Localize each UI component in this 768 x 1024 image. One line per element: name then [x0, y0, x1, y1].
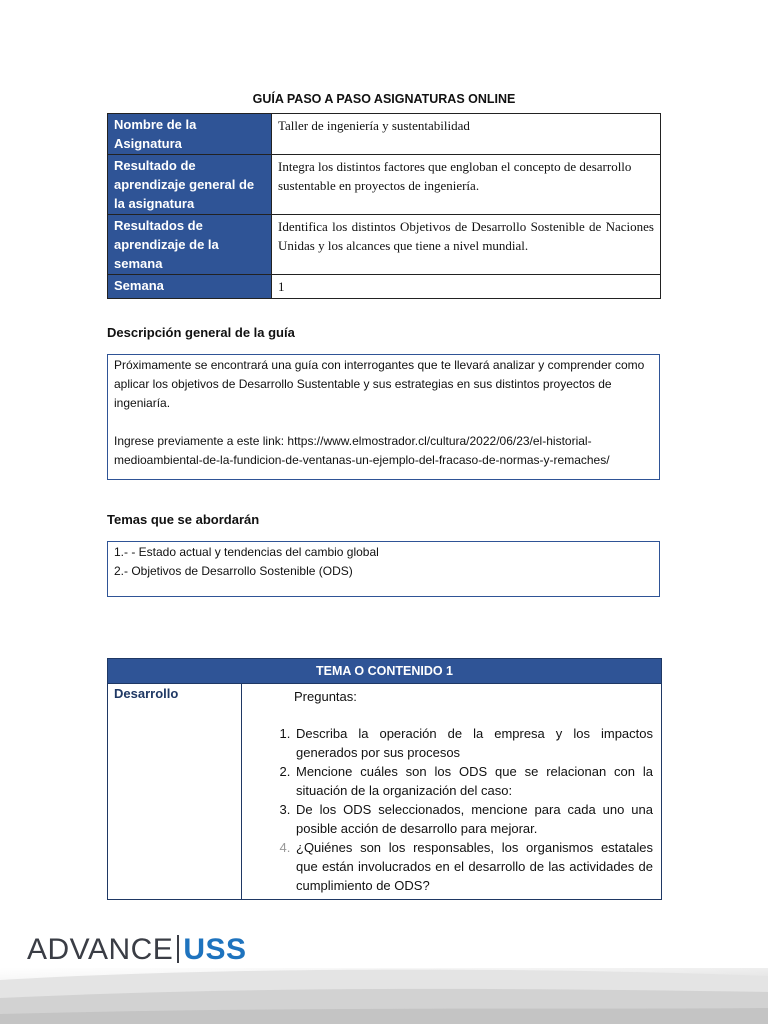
topics-heading: Temas que se abordarán [107, 512, 260, 527]
week-value: 1 [272, 275, 661, 299]
subject-name-value: Taller de ingeniería y sustentabilidad [272, 114, 661, 155]
table-row [108, 114, 661, 155]
table-row [108, 275, 661, 299]
list-item: 3. De los ODS seleccionados, mencione para cada uno una posible acción de desarrollo para mejorar. [294, 800, 653, 838]
development-content [242, 684, 662, 900]
description-box [107, 354, 660, 480]
logo-advance-text: ADVANCE [27, 933, 174, 966]
list-item: 4. ¿Quiénes son los responsables, los organismos estatales que están involucrados en el desarrollo de las actividades de cumplimiento de ODS? [294, 838, 653, 895]
general-outcome-value: Integra los distintos factores que engloban el concepto de desarrollo sustentable en proyectos de ingeniería. [272, 155, 661, 215]
weekly-outcome-label: Resultados de aprendizaje de la semana [108, 215, 272, 275]
list-item: 1. Describa la operación de la empresa y los impactos generados por sus procesos [294, 724, 653, 762]
description-paragraph: Próximamente se encontrará una guía con interrogantes que te llevará analizar y comprender como aplicar los objetivos de Desarrollo Sustentable y sus estrategias en sus distintos proyectos de ingeniaría. [114, 358, 645, 410]
table-row [108, 155, 661, 215]
weekly-outcome-value: Identifica los distintos Objetivos de Desarrollo Sostenible de Naciones Unidas y los alcances que tiene a nivel mundial. [272, 215, 661, 275]
tema-table [107, 658, 662, 900]
development-label: Desarrollo [108, 684, 242, 900]
description-heading: Descripción general de la guía [107, 325, 295, 340]
questions-list [242, 724, 653, 895]
topics-box [107, 541, 660, 597]
table-row [108, 215, 661, 275]
page-title: GUÍA PASO A PASO ASIGNATURAS ONLINE [252, 92, 516, 106]
description-link-paragraph[interactable]: Ingrese previamente a este link: https://www.elmostrador.cl/cultura/2022/06/23/el-historial-medioambiental-de-la-fundicion-de-ventanas-un-ejemplo-del-fracaso-de-normas-y-remaches/ [114, 434, 610, 467]
course-info-table [107, 113, 661, 299]
list-item: 2.- Objetivos de Desarrollo Sostenible (ODS) [114, 564, 353, 578]
logo-uss-text: USS [183, 933, 247, 966]
general-outcome-label: Resultado de aprendizaje general de la asignatura [108, 155, 272, 215]
list-item: 2. Mencione cuáles son los ODS que se relacionan con la situación de la organización del caso: [294, 762, 653, 800]
questions-title: Preguntas: [294, 689, 357, 704]
list-item: 1.- - Estado actual y tendencias del cambio global [114, 545, 379, 559]
tema-header: TEMA O CONTENIDO 1 [108, 659, 662, 684]
table-row [108, 659, 662, 684]
footer-swoosh-graphic [0, 958, 768, 1024]
week-label: Semana [108, 275, 272, 299]
table-row [108, 684, 662, 900]
subject-name-label: Nombre de la Asignatura [108, 114, 272, 155]
